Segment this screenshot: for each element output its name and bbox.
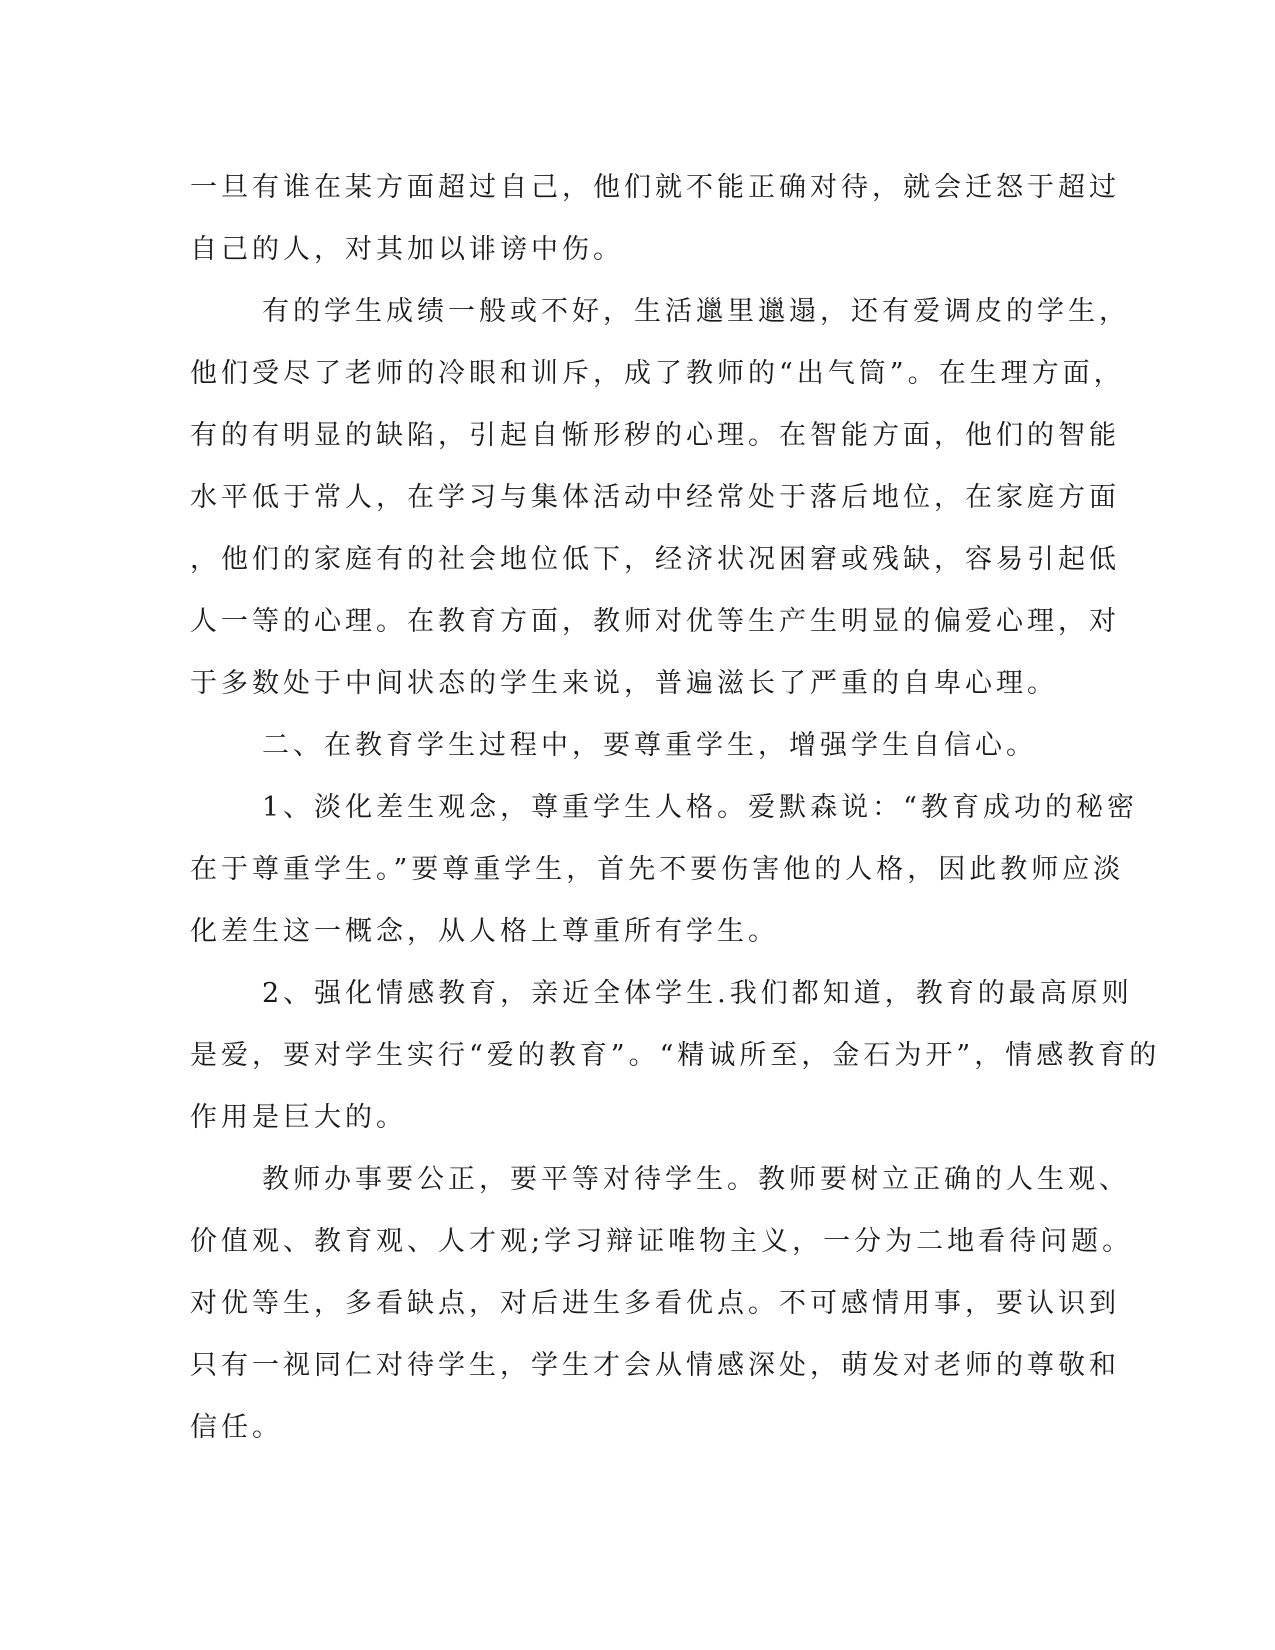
text-line: ，他们的家庭有的社会地位低下，经济状况困窘或残缺，容易引起低 [190, 544, 1120, 575]
paragraph-start-line: 教师办事要公正，要平等对待学生。教师要树立正确的人生观、 [262, 1164, 1130, 1195]
text-line: 于多数处于中间状态的学生来说，普遍滋长了严重的自卑心理。 [190, 668, 1058, 699]
text-line: 信任。 [190, 1412, 283, 1443]
text-line: 他们受尽了老师的冷眼和训斥，成了教师的“出气筒”。在生理方面， [190, 358, 1125, 389]
text-line: 在于尊重学生。”要尊重学生，首先不要伤害他的人格，因此教师应淡 [190, 854, 1125, 885]
text-line: 作用是巨大的。 [190, 1102, 407, 1133]
paragraph-start-line: 2、强化情感教育，亲近全体学生.我们都知道，教育的最高原则 [262, 978, 1133, 1009]
paragraph-start-line: 1、淡化差生观念，尊重学生人格。爱默森说：“教育成功的秘密 [262, 792, 1138, 823]
text-line: 一旦有谁在某方面超过自己，他们就不能正确对待，就会迁怒于超过 [190, 172, 1120, 203]
text-line: 人一等的心理。在教育方面，教师对优等生产生明显的偏爱心理，对 [190, 606, 1120, 637]
section-heading-line: 二、在教育学生过程中，要尊重学生，增强学生自信心。 [262, 730, 1037, 761]
text-line: 是爱，要对学生实行“爱的教育”。“精诚所至，金石为开”，情感教育的 [190, 1040, 1161, 1071]
document-body [190, 157, 1161, 1459]
text-line: 自己的人，对其加以诽谤中伤。 [190, 234, 624, 265]
text-line: 化差生这一概念，从人格上尊重所有学生。 [190, 916, 779, 947]
paragraph-start-line: 有的学生成绩一般或不好，生活邋里邋遢，还有爱调皮的学生， [262, 296, 1130, 327]
text-line: 只有一视同仁对待学生，学生才会从情感深处，萌发对老师的尊敬和 [190, 1350, 1120, 1381]
text-line: 价值观、教育观、人才观;学习辩证唯物主义，一分为二地看待问题。 [190, 1226, 1134, 1257]
text-line: 水平低于常人，在学习与集体活动中经常处于落后地位，在家庭方面 [190, 482, 1120, 513]
text-line: 有的有明显的缺陷，引起自惭形秽的心理。在智能方面，他们的智能 [190, 420, 1120, 451]
text-line: 对优等生，多看缺点，对后进生多看优点。不可感情用事，要认识到 [190, 1288, 1120, 1319]
